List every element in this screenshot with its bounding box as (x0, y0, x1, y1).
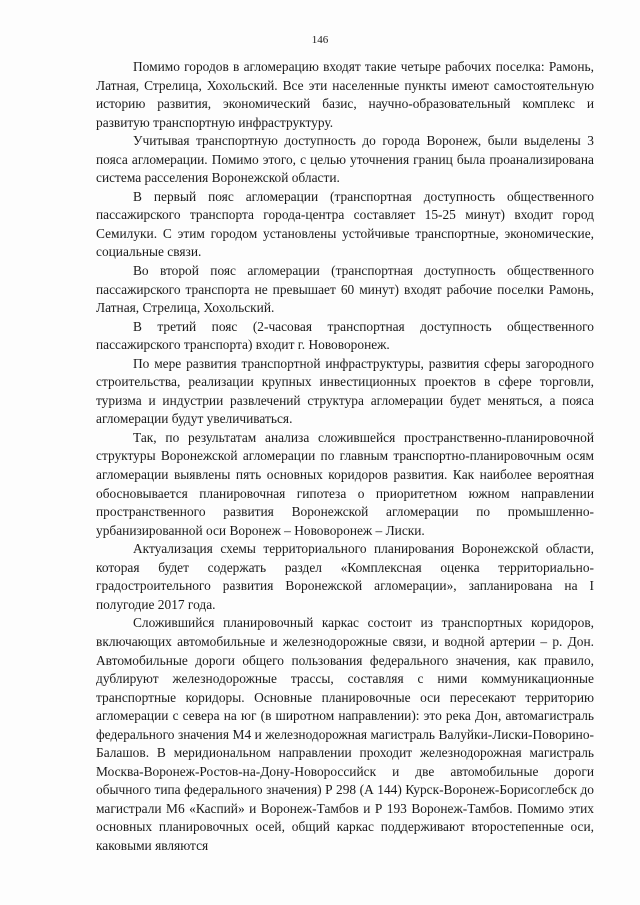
paragraph-4: Во второй пояс агломерации (транспортная доступность общественного пассажирского транспорта не превышает 60 минут) входят рабочие поселки Рамонь, Латная, Стрелица, Хохольский. (96, 263, 594, 316)
paragraph-7: Так, по результатам анализа сложившейся пространственно-планировочной структуры Воронежской агломерации по главным транспортно-планировочным осям агломерации выявлены пять основных коридоров развития. Как наиболее вероятная обосновывается планировочная гипотеза о приоритетном южном направлении пространственного развития Воронежской агломерации по промышленно-урбанизированной оси Воронеж – Нововоронеж – Лиски. (96, 429, 594, 538)
page-number: 146 (311, 34, 329, 46)
paragraph-3: В первый пояс агломерации (транспортная доступность общественного пассажирского транспорта города-центра составляет 15-25 минут) входит город Семилуки. С этим городом установлены устойчивые транспортные, экономические, социальные связи. (96, 188, 594, 260)
paragraph-8: Актуализация схемы территориального планирования Воронежской области, которая будет содержать раздел «Комплексная оценка территориально-градостроительного развития Воронежской агломерации», запланирована на I полугодие 2017 года. (96, 541, 594, 612)
paragraph-6: По мере развития транспортной инфраструктуры, развития сферы загородного строительства, реализации крупных инвестиционных проектов в сфере торговли, туризма и индустрии развлечений структура агломерации будет меняться, а пояса агломерации будут увеличиваться. (96, 355, 594, 427)
paragraph-5: В третий пояс (2-часовая транспортная доступность общественного пассажирского транспорта) входит г. Нововоронеж. (96, 318, 594, 353)
paragraph-9: Сложившийся планировочный каркас состоит из транспортных коридоров, включающих автомобильные и железнодорожные связи, и водной артерии – р. Дон. Автомобильные дороги общего пользования федерального значения, как правило, дублируют железнодорожные трассы, составляя с ними коммуникационные транспортные коридоры. Основные планировочные оси пересекают территорию агломерации с севера на юг (в широтном направлении): это река Дон, автомагистраль федерального значения М4 и железнодорожная магистраль Валуйки-Лиски-Поворино-Балашов. В меридиональном направлении проходит железнодорожная магистраль Москва-Воронеж-Ростов-на-Дону-Новороссийск и две автомобильные дороги обычного типа федерального значения) Р 298 (А 144) Курск-Воронеж-Борисоглебск до магистрали М6 «Каспий» и Воронеж-Тамбов и Р 193 Воронеж-Тамбов. Помимо этих основных планировочных осей, общий каркас поддерживают второстепенные оси, каковыми являются (96, 615, 594, 853)
paragraph-2: Учитывая транспортную доступность до города Воронеж, были выделены 3 пояса агломерации. Помимо этого, с целью уточнения границ была проанализирована система расселения Воронежской области. (96, 133, 594, 186)
body-text (96, 58, 594, 856)
paragraph-1: Помимо городов в агломерацию входят такие четыре рабочих поселка: Рамонь, Латная, Стрелица, Хохольский. Все эти населенные пункты имеют самостоятельную историю развития, экономический базис, научно-образовательный комплекс и развитую транспортную инфраструктуру. (96, 59, 594, 130)
